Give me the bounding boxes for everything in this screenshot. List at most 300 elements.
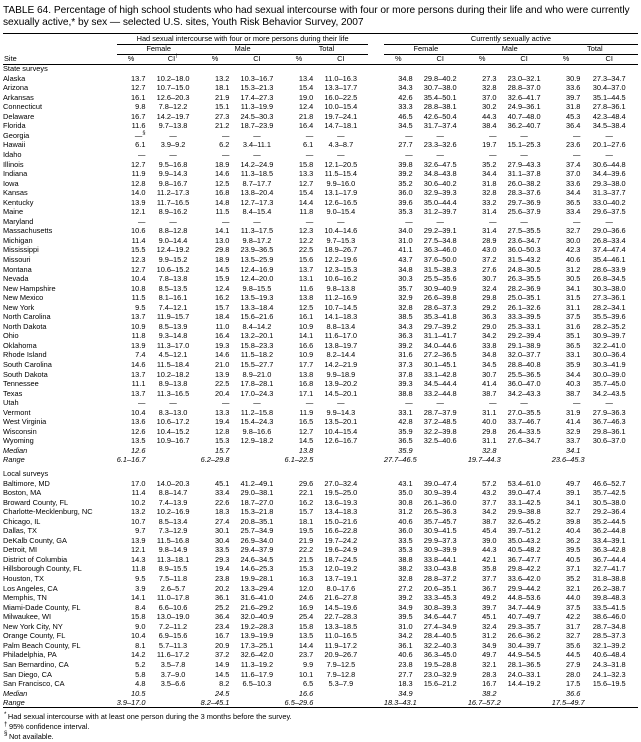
cell-ci: 10.2–16.9	[156, 507, 190, 517]
cell-ci: 27.8–36.1	[592, 102, 626, 112]
spacer-cell	[368, 698, 383, 708]
cell-percent: 33.1	[566, 350, 581, 360]
table-row	[3, 179, 638, 189]
cell-percent: 38.7	[566, 388, 581, 398]
cell-percent: 27.4	[214, 516, 230, 526]
cell-percent: 12.2	[298, 235, 314, 245]
cell-ci: 31.5–38.3	[423, 264, 457, 274]
cell-ci: 28.2–36.9	[507, 283, 541, 293]
cell-ci: 13.5–19.3	[240, 293, 274, 303]
cell-percent: 36.5	[398, 436, 413, 446]
cell-percent: 14.1	[131, 593, 146, 603]
cell-ci: 13.1–17.9	[324, 188, 358, 198]
cell-percent: —	[221, 398, 230, 408]
table-row	[3, 593, 638, 603]
cell-percent: 13.5	[131, 436, 146, 446]
spacer-cell	[368, 360, 383, 370]
cell-ci: —	[520, 149, 528, 159]
cell-ci: 29.8–36.1	[592, 426, 626, 436]
cell-percent: 13.7	[131, 388, 146, 398]
cell-site-name: Palm Beach County, FL	[3, 640, 81, 650]
cell-percent: 34.1	[566, 497, 581, 507]
spacer-cell	[368, 456, 383, 466]
cell-ci: 31.8–38.8	[592, 574, 626, 584]
cell-percent: 24.5	[214, 688, 230, 698]
cell-ci: 23.0–32.1	[507, 73, 541, 83]
cell-percent: 32.8	[398, 574, 413, 584]
table-row	[3, 612, 638, 622]
cell-ci: 12.1–20.5	[324, 159, 358, 169]
cell-percent: 32.9	[398, 293, 413, 303]
table-row	[3, 312, 638, 322]
cell-percent: 10.7	[131, 516, 146, 526]
table-row	[3, 622, 638, 632]
cell-ci: 3.9–9.2	[160, 140, 186, 150]
cell-percent: 28.0	[566, 669, 581, 679]
cell-percent: 32.8	[398, 302, 413, 312]
cell-percent: 44.3	[482, 545, 497, 555]
cell-ci: 24.6–34.5	[240, 554, 274, 564]
cell-percent: 40.3	[566, 379, 581, 389]
cell-ci: 28.7–34.8	[592, 621, 626, 631]
cell-site-name: Alaska	[3, 73, 26, 83]
cell-ci: 8.5–13.9	[158, 321, 188, 331]
spacer-cell	[368, 526, 383, 536]
cell-ci: 14.2–21.9	[324, 360, 358, 369]
cell-site-name: San Bernardino, CA	[3, 659, 69, 669]
cell-ci: 9.0–15.4	[326, 207, 356, 217]
cell-site-name: Chicago, IL	[3, 516, 41, 526]
cell-site-name: South Carolina	[3, 360, 52, 369]
cell-percent: 15.8	[298, 159, 314, 169]
spacer-cell	[368, 536, 383, 546]
table-row	[3, 341, 638, 351]
table-row	[3, 370, 638, 380]
cell-site-name: South Dakota	[3, 369, 48, 379]
cell-percent: 13.7	[131, 369, 146, 379]
cell-percent: 34.1	[566, 283, 581, 293]
cell-percent: 23.6–45.3	[551, 455, 585, 465]
table-row	[3, 536, 638, 546]
cell-percent: —	[138, 216, 146, 226]
cell-ci: 25.6–37.9	[507, 207, 541, 217]
cell-ci: 11.6–17.9	[240, 669, 274, 679]
cell-ci: 37.2–48.5	[423, 417, 457, 427]
cell-ci: 12.6–16.5	[324, 197, 358, 207]
cell-percent: 6.2	[219, 140, 230, 150]
cell-ci: 13.3–17.7	[324, 83, 358, 93]
cell-ci: 36.3–45.0	[423, 650, 457, 660]
cell-ci: 3.5–7.8	[160, 659, 186, 669]
cell-percent: 28.9	[482, 235, 497, 245]
cell-ci: 33.0–43.8	[423, 564, 457, 574]
cell-percent: 16.5	[298, 417, 314, 427]
cell-ci: 24.1–32.3	[592, 669, 626, 679]
cell-ci: 42.6–50.4	[423, 111, 457, 121]
cell-percent: 14.9	[214, 659, 230, 669]
cell-ci	[580, 689, 638, 699]
cell-site-name: Rhode Island	[3, 350, 47, 360]
cell-ci: 10.6–15.2	[156, 264, 190, 274]
cell-percent: 13.3	[214, 407, 230, 417]
spacer-cell	[368, 479, 383, 489]
cell-ci: 15.1–25.3	[507, 140, 541, 150]
cell-site-name: New Hampshire	[3, 283, 56, 293]
spacer-cell	[368, 370, 383, 380]
cell-percent: 12.6	[131, 445, 146, 455]
cell-ci: 34.0–44.6	[423, 340, 457, 350]
cell-percent: 35.3	[398, 207, 413, 217]
spacer-cell	[368, 631, 383, 641]
section-label: Local surveys	[3, 469, 49, 479]
cell-ci: 14.5–20.1	[324, 388, 358, 398]
cell-ci: 20.8–35.1	[240, 516, 274, 526]
cell-ci	[497, 456, 552, 466]
cell-percent: 14.3	[131, 554, 146, 564]
cell-percent: 12.7	[131, 159, 146, 169]
cell-ci: 12.9–18.2	[240, 436, 274, 446]
cell-percent: 34.3	[398, 83, 413, 93]
cell-percent: —	[573, 216, 581, 226]
cell-site-name: Iowa	[3, 178, 19, 188]
cell-ci: 19.7–24.1	[324, 111, 358, 121]
cell-ci: 36.3–46.0	[423, 245, 457, 255]
cell-percent: 15.1	[214, 102, 230, 112]
cell-percent: 29.8	[482, 293, 497, 303]
cell-ci: 29.8–40.2	[423, 73, 457, 83]
cell-percent: 18.9	[214, 254, 230, 264]
cell-ci: 27.3–36.1	[592, 293, 626, 303]
cell-percent: 31.0	[398, 235, 413, 245]
cell-percent: 11.8	[299, 207, 314, 217]
column-header-site: Site	[4, 53, 17, 63]
table-row	[3, 331, 638, 341]
cell-percent: 13.6	[131, 417, 146, 427]
spacer-cell	[368, 679, 383, 689]
cell-ci: 12.7–17.3	[240, 197, 274, 207]
cell-ci: 30.8–39.3	[423, 602, 457, 612]
cell-percent: 35.6	[566, 640, 581, 650]
cell-percent: 8.2–45.1	[200, 697, 230, 707]
cell-ci: 23.0–32.9	[423, 669, 457, 679]
cell-percent: 36.6	[566, 688, 581, 698]
cell-percent: 21.8	[298, 111, 314, 121]
cell-percent: 32.8	[482, 188, 497, 198]
cell-percent: 44.0	[566, 593, 581, 603]
cell-percent: 37.0	[482, 92, 497, 102]
cell-ci: 11.5–18.4	[156, 360, 190, 369]
spacer-cell	[368, 217, 383, 227]
cell-percent: 34.4	[566, 369, 581, 379]
cell-ci: 35.1–44.5	[592, 92, 626, 102]
cell-ci: 13.3–18.4	[240, 302, 274, 312]
cell-ci: —	[337, 130, 345, 140]
spacer-cell	[368, 670, 383, 680]
cell-percent: 29.8	[482, 426, 497, 436]
cell-percent: 11.1	[131, 379, 146, 389]
cell-ci: 26.6–39.8	[423, 293, 457, 303]
cell-ci: 19.2–28.3	[240, 621, 274, 631]
cell-percent: 29.6	[298, 478, 314, 488]
cell-percent: 12.0	[298, 583, 314, 593]
cell-percent: 13.8	[298, 293, 314, 303]
cell-percent: 18.4	[214, 312, 230, 322]
cell-percent: 17.5–49.7	[551, 697, 585, 707]
cell-percent: 43.0	[482, 245, 497, 255]
cell-ci: —	[169, 130, 177, 140]
cell-percent: 17.7	[298, 360, 314, 369]
cell-percent: —	[138, 149, 146, 159]
cell-percent: 12.4	[298, 102, 314, 112]
cell-percent: 33.4	[566, 207, 581, 217]
cell-ci: 18.9–26.7	[324, 245, 358, 255]
cell-ci: —	[253, 130, 261, 140]
cell-percent: 22.1	[298, 488, 314, 498]
cell-percent: 4.8	[135, 679, 146, 689]
cell-ci: 21.6–27.8	[324, 593, 358, 603]
cell-ci: 8.3–13.0	[158, 407, 188, 417]
cell-percent: 23.4	[214, 621, 230, 631]
cell-percent: —§	[134, 130, 146, 140]
cell-percent: 32.1	[482, 659, 497, 669]
cell-ci: 8.8–12.8	[158, 226, 188, 236]
cell-percent: 35.9	[398, 445, 413, 455]
cell-ci: 12.3–15.3	[324, 264, 358, 274]
cell-percent: 15.8	[298, 621, 314, 631]
cell-ci: 28.6–37.3	[423, 302, 457, 312]
cell-percent: 11.0	[215, 321, 230, 331]
cell-ci: 39.8–48.3	[592, 593, 626, 603]
cell-ci: 28.8–38.1	[423, 102, 457, 112]
cell-ci: 39.0–47.4	[507, 488, 541, 498]
cell-ci: 11.0–16.5	[324, 631, 358, 641]
cell-percent: 9.0	[135, 621, 146, 631]
cell-site-name: Maryland	[3, 216, 34, 226]
cell-percent: 27.2	[398, 583, 413, 593]
cell-percent: 15.7	[214, 302, 230, 312]
cell-ci: —	[253, 216, 261, 226]
cell-percent: 32.7	[566, 226, 581, 236]
cell-percent: 31.4	[482, 226, 497, 236]
cell-percent: 20.9	[214, 640, 230, 650]
cell-ci: 26.6–36.2	[507, 631, 541, 641]
cell-percent: 10.4	[131, 274, 146, 284]
cell-ci: 29.2–39.1	[423, 226, 457, 236]
cell-ci: 34.4–39.6	[592, 169, 626, 179]
spacer-cell	[368, 641, 383, 651]
cell-ci: 24.5–30.3	[240, 111, 274, 121]
cell-ci: 26.9–34.0	[240, 535, 274, 545]
cell-ci: 9.9–16.0	[326, 178, 356, 188]
cell-percent: —	[405, 216, 413, 226]
cell-percent: 11.6	[299, 283, 314, 293]
cell-percent: 34.0	[398, 226, 413, 236]
cell-ci: 3.4–11.1	[242, 140, 272, 150]
table-header	[3, 33, 638, 64]
cell-percent: 39.8	[398, 159, 413, 169]
cell-ci: 24.9–36.1	[507, 102, 541, 112]
cell-ci: 28.4–40.5	[423, 631, 457, 641]
cell-percent: 10.6	[131, 226, 146, 236]
footnote-marker: §	[4, 730, 8, 738]
column-header-pct-2: %	[211, 53, 219, 63]
cell-ci: 26.0–38.2	[507, 178, 541, 188]
cell-ci: 23.6–34.7	[507, 235, 541, 245]
cell-ci	[313, 456, 368, 466]
section-heading-row	[3, 64, 638, 74]
footnote-marker: *	[4, 710, 7, 718]
cell-site-name: New Mexico	[3, 293, 44, 303]
cell-percent: 18.1	[214, 83, 230, 93]
cell-percent: 27.7–46.5	[383, 455, 417, 465]
column-header-ci-3: CI	[337, 53, 345, 63]
cell-percent: 41.4	[482, 379, 497, 389]
cell-percent: 16.8	[298, 379, 314, 389]
cell-ci: 29.9–44.2	[507, 583, 541, 593]
cell-ci: 33.3–39.5	[507, 312, 541, 322]
cell-ci: 32.5–40.6	[423, 436, 457, 446]
cell-percent: 16.8	[214, 188, 230, 198]
cell-ci: 26.5–36.3	[423, 507, 457, 517]
column-header-pct-5: %	[478, 53, 486, 63]
cell-ci: 24.0–33.1	[507, 669, 541, 679]
table-row	[3, 436, 638, 446]
cell-ci	[497, 698, 552, 708]
cell-percent: 6.5–29.6	[284, 697, 314, 707]
cell-percent: 9.7	[135, 526, 146, 536]
cell-site-name: Vermont	[3, 407, 31, 417]
cell-ci: 33.6–42.0	[507, 574, 541, 584]
cell-ci: 30.4–39.7	[507, 640, 541, 650]
cell-percent: 37.7	[482, 574, 497, 584]
cell-ci: 7.8–13.8	[158, 274, 188, 284]
cell-ci: 11.5–16.8	[156, 535, 190, 545]
cell-ci	[580, 698, 638, 708]
cell-percent: —	[573, 149, 581, 159]
cell-percent: 32.9	[566, 426, 581, 436]
cell-percent: 21.9	[214, 92, 230, 102]
cell-ci: 15.6–21.6	[240, 312, 274, 322]
cell-ci: —	[169, 398, 177, 408]
cell-percent: 22.5	[214, 379, 230, 389]
cell-ci: 7.8–12.2	[158, 102, 188, 112]
cell-site-name: Arkansas	[3, 92, 34, 102]
cell-ci: 13.5–20.1	[324, 417, 358, 427]
cell-ci: 10.7–15.0	[156, 83, 190, 93]
cell-ci: 29.0–36.6	[592, 226, 626, 236]
cell-ci: 9.8–14.9	[158, 545, 188, 555]
cell-percent: 18.1	[298, 516, 314, 526]
cell-percent: 36.1	[398, 640, 413, 650]
cell-percent: 13.9	[131, 535, 146, 545]
cell-site-name: Philadelphia, PA	[3, 650, 57, 660]
cell-ci: 7.4–13.9	[158, 497, 188, 507]
table-row	[3, 417, 638, 427]
cell-percent: —	[305, 149, 314, 159]
cell-ci: 5.7–11.3	[158, 640, 188, 650]
table-row	[3, 274, 638, 284]
cell-site-name: Kansas	[3, 188, 28, 198]
cell-percent: 6.1–16.7	[116, 455, 146, 465]
table-row	[3, 507, 638, 517]
cell-ci: 36.7–44.4	[592, 554, 626, 564]
cell-percent: 14.2	[131, 650, 146, 660]
cell-percent: 31.5	[566, 293, 581, 303]
cell-ci: 28.8–37.2	[423, 574, 457, 584]
table-row	[3, 265, 638, 275]
summary-row	[3, 698, 638, 708]
spacer-cell	[368, 179, 383, 189]
cell-percent: 43.2	[482, 488, 497, 498]
cell-percent: 19.7	[482, 140, 497, 150]
cell-percent: 14.6	[214, 350, 230, 360]
cell-ci	[413, 446, 468, 456]
cell-percent: 35.2	[482, 159, 497, 169]
summary-label: Range	[3, 455, 25, 465]
cell-ci: —	[436, 149, 444, 159]
cell-ci: 30.6–40.2	[423, 178, 457, 188]
section-heading-row	[3, 469, 638, 479]
cell-ci: 15.0–21.6	[324, 516, 358, 526]
cell-percent: 14.1	[298, 331, 314, 341]
spacer-cell	[368, 379, 383, 389]
cell-percent: 12.8	[214, 426, 230, 436]
cell-ci: 18.7–27.0	[240, 497, 274, 507]
spacer-cell	[368, 555, 383, 565]
cell-percent: 15.3	[298, 564, 314, 574]
data-table	[3, 33, 638, 710]
cell-percent: 33.1	[398, 407, 413, 417]
cell-percent: 36.5	[566, 197, 581, 207]
cell-percent: 27.3	[214, 111, 230, 121]
cell-percent: 40.0	[482, 417, 497, 427]
cell-percent: —	[489, 130, 497, 140]
cell-percent: 15.7	[214, 445, 230, 455]
cell-percent: 33.4	[214, 488, 230, 498]
cell-ci: 30.1–45.1	[423, 360, 457, 369]
cell-ci: 31.1–41.7	[423, 331, 457, 341]
cell-site-name: Utah	[3, 398, 19, 408]
cell-ci	[313, 698, 368, 708]
cell-ci: 33.3–45.3	[423, 593, 457, 603]
cell-site-name: Hillsborough County, FL	[3, 564, 82, 574]
cell-percent: 41.1	[398, 245, 413, 255]
footnote-marker-section: §	[142, 130, 146, 137]
spacer-cell	[368, 446, 383, 456]
cell-ci: 34.5–44.4	[423, 379, 457, 389]
cell-percent: 38.7	[482, 388, 497, 398]
cell-percent: 15.5	[131, 245, 146, 255]
cell-percent: 33.6	[566, 83, 581, 93]
cell-ci: 19.6–24.9	[324, 545, 358, 555]
table-row	[3, 93, 638, 103]
cell-ci: 11.3–19.2	[240, 659, 274, 669]
cell-percent: 13.1	[298, 274, 314, 284]
cell-ci: 35.7–42.5	[592, 488, 626, 498]
cell-ci: 7.3–12.9	[158, 526, 188, 536]
cell-percent: —	[221, 149, 230, 159]
spacer-cell	[368, 255, 383, 265]
cell-ci: 28.3–37.6	[507, 188, 541, 198]
cell-percent: 12.5	[214, 178, 230, 188]
cell-percent: 12.1	[131, 545, 146, 555]
cell-ci: 8.5–13.5	[158, 283, 188, 293]
cell-ci: 25.7–34.9	[240, 526, 274, 536]
cell-ci: 17.0–24.3	[240, 388, 274, 398]
cell-percent: 19.5	[298, 526, 314, 536]
cell-percent: 35.2	[566, 574, 581, 584]
cell-percent: 19.3	[214, 340, 230, 350]
